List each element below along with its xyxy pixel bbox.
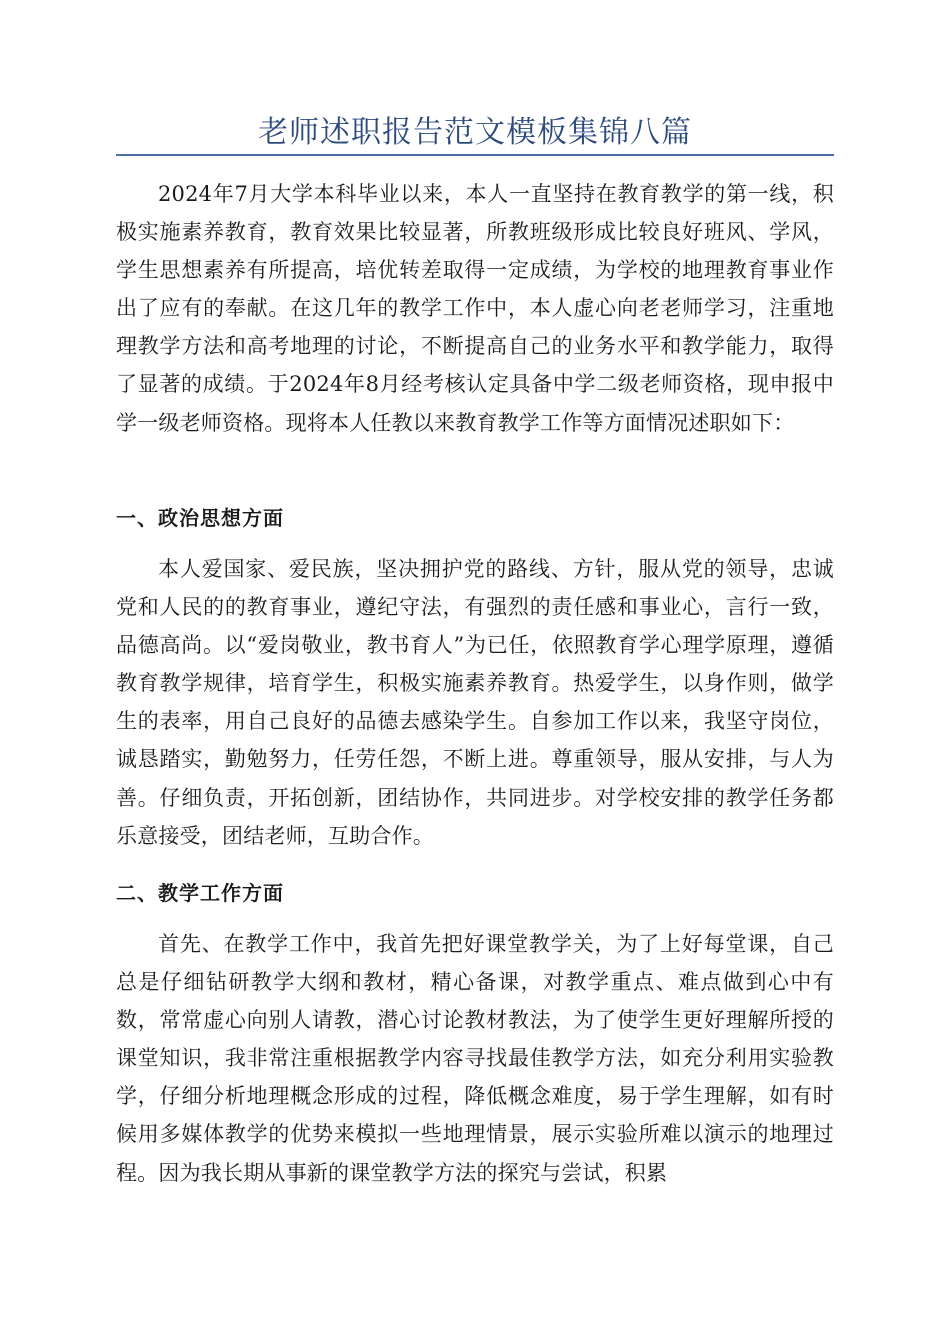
section-heading-political: 一、政治思想方面 xyxy=(116,506,284,530)
title-underline xyxy=(116,154,834,156)
political-paragraph: 本人爱国家、爱民族，坚决拥护党的路线、方针，服从党的领导，忠诚党和人民的的教育事业，遵纪守法，有强烈的责任感和事业心，言行一致，品德高尚。以“爱岗敬业，教书育人”为已任，依照教育学心理学原理，遵循教育教学规律，培育学生，积极实施素养教育。热爱学生，以身作则，做学生的表率，用自己良好的品德去感染学生。自参加工作以来，我坚守岗位，诚恳踏实，勤勉努力，任劳任怨，不断上进。尊重领导，服从安排，与人为善。仔细负责，开拓创新，团结协作，共同进步。对学校安排的教学任务都乐意接受，团结老师，互助合作。 xyxy=(116,557,834,848)
document-title: 老师述职报告范文模板集锦八篇 xyxy=(258,115,692,150)
document-page xyxy=(116,0,834,1344)
section-heading-teaching: 二、教学工作方面 xyxy=(116,881,284,905)
teaching-paragraph: 首先、在教学工作中，我首先把好课堂教学关，为了上好每堂课，自己总是仔细钻研教学大纲和教材，精心备课，对教学重点、难点做到心中有数，常常虚心向别人请教，潜心讨论教材教法，为了使学生更好理解所授的课堂知识，我非常注重根据教学内容寻找最佳教学方法，如充分利用实验教学，仔细分析地理概念形成的过程，降低概念难度，易于学生理解，如有时候用多媒体教学的优势来模拟一些地理情景，展示实验所难以演示的地理过程。因为我长期从事新的课堂教学方法的探究与尝试，积累 xyxy=(116,932,834,1185)
intro-paragraph: 2024年7月大学本科毕业以来，本人一直坚持在教育教学的第一线，积极实施素养教育，教育效果比较显著，所教班级形成比较良好班风、学风，学生思想素养有所提高，培优转差取得一定成绩，为学校的地理教育事业作出了应有的奉献。在这几年的教学工作中，本人虚心向老老师学习，注重地理教学方法和高考地理的讨论，不断提高自己的业务水平和教学能力，取得了显著的成绩。于2024年8月经考核认定具备中学二级老师资格，现申报中学一级老师资格。现将本人任教以来教育教学工作等方面情况述职如下： xyxy=(116,182,834,435)
